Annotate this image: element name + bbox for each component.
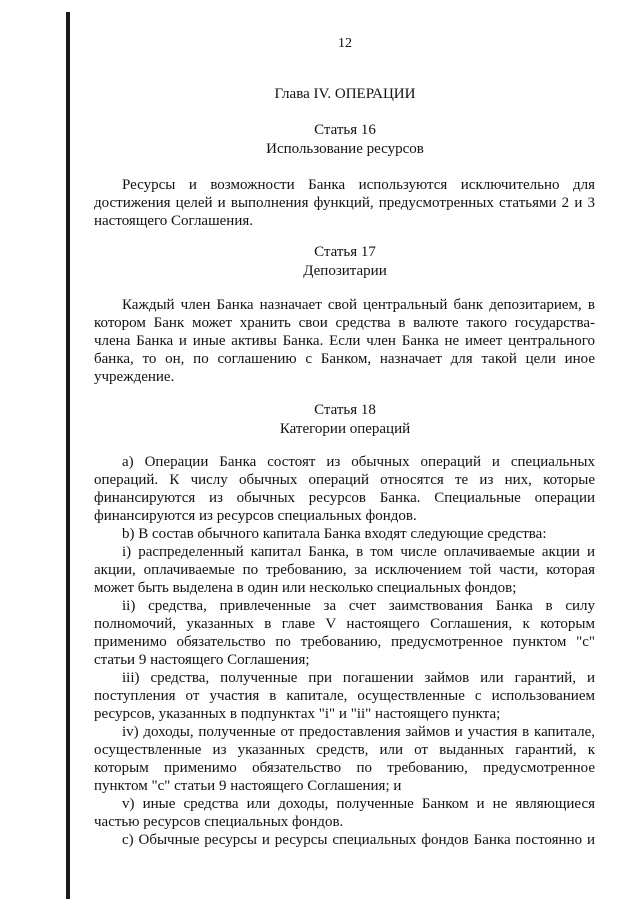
text-line: частью ресурсов специальных фондов. xyxy=(94,814,344,830)
text-line: может быть выделена в один или несколько специальных фондов; xyxy=(94,580,517,596)
text-line: v) иные средства или доходы, полученные Банком и не являющиеся xyxy=(122,796,595,812)
article-18-body xyxy=(94,453,595,849)
text-line: финансируются из обычных ресурсов Банка. Специальные операции xyxy=(94,490,595,506)
text-line: члена Банка и иные активы Банка. Если член Банка не имеет центрального xyxy=(94,333,595,349)
page-number: 12 xyxy=(338,36,352,51)
text-line: a) Операции Банка состоят из обычных операций и специальных xyxy=(122,454,595,470)
article-17-number: Статья 17 xyxy=(314,244,376,260)
article-18-title: Категории операций xyxy=(279,421,411,437)
text-line: котором Банк может хранить свои средства в валюте такого государства- xyxy=(94,315,595,331)
text-line: iv) доходы, полученные от предоставления займов и участия в капитале, xyxy=(122,724,595,740)
article-16-heading xyxy=(0,121,640,159)
text-line: Ресурсы и возможности Банка используются исключительно для xyxy=(122,177,595,193)
text-line: достижения целей и выполнения функций, предусмотренных статьями 2 и 3 xyxy=(94,195,595,211)
article-17-title: Депозитарии xyxy=(303,263,387,279)
text-line: поступления от участия в капитале, осуществленные с использованием xyxy=(94,688,595,704)
text-line: iii) средства, полученные при погашении займов или гарантий, и xyxy=(122,670,595,686)
article-17-paragraph xyxy=(94,296,595,386)
text-line: осуществленные из указанных средств, или от выданных гарантий, к xyxy=(94,742,595,758)
text-line: акции, оплачиваемые по требованию, за исключением той части, которая xyxy=(94,562,595,578)
text-line: учреждение. xyxy=(94,369,175,385)
article-16-title: Использование ресурсов xyxy=(266,141,424,157)
text-line: настоящего Соглашения. xyxy=(94,213,254,229)
text-line: операций. К числу обычных операций относятся те из них, которые xyxy=(94,472,595,488)
text-line: статьи 9 настоящего Соглашения; xyxy=(94,652,310,668)
text-line: b) В состав обычного капитала Банка входят следующие средства: xyxy=(122,526,547,542)
text-line: которым применимо обязательство по требованию, предусмотренное xyxy=(94,760,595,776)
article-18-heading xyxy=(0,401,640,439)
text-line: Каждый член Банка назначает свой центральный банк депозитарием, в xyxy=(122,297,595,313)
text-line: банка, то он, по соглашению с Банком, назначает для такой цели иное xyxy=(94,351,595,367)
text-line: пунктом "c" статьи 9 настоящего Соглашения; и xyxy=(94,778,402,794)
article-17-heading xyxy=(0,243,640,281)
text-line: ii) средства, привлеченные за счет заимствования Банка в силу xyxy=(122,598,595,614)
text-line: i) распределенный капитал Банка, в том числе оплачиваемые акции и xyxy=(122,544,595,560)
text-line: финансируются из ресурсов специальных фондов. xyxy=(94,508,417,524)
text-line: c) Обычные ресурсы и ресурсы специальных фондов Банка постоянно и xyxy=(122,832,595,848)
article-18-number: Статья 18 xyxy=(314,402,376,418)
article-16-number: Статья 16 xyxy=(314,122,376,138)
article-16-paragraph xyxy=(94,176,595,230)
text-line: полномочий, указанных в главе V настоящего Соглашения, к которым xyxy=(94,616,595,632)
chapter-title: Глава IV. ОПЕРАЦИИ xyxy=(274,86,416,102)
text-line: применимо обязательство по требованию, предусмотренное пунктом "c" xyxy=(94,634,595,650)
text-line: ресурсов, указанных в подпунктах "i" и "ii" настоящего пункта; xyxy=(94,706,501,722)
